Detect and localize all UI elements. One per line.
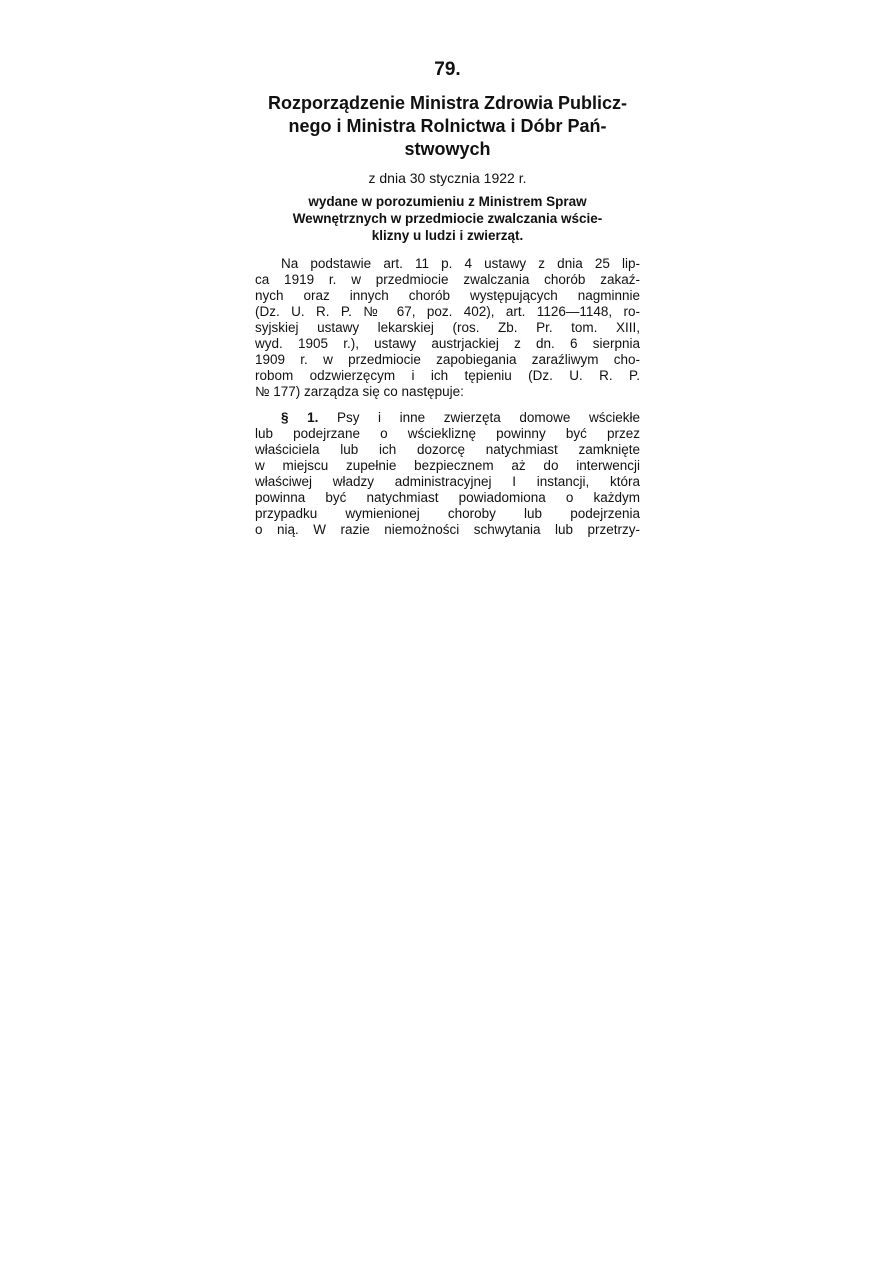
paragraph-line: właściwej władzy administracyjnej I instancji, która: [255, 474, 640, 489]
paragraph-line: powinna być natychmiast powiadomiona o każdym: [255, 490, 640, 505]
document-title: [255, 92, 640, 161]
document-subtitle: [255, 193, 640, 244]
paragraph-line: w miejscu zupełnie bezpiecznem aż do interwencji: [255, 458, 640, 473]
paragraph-line: [255, 410, 640, 426]
document-page: [255, 58, 640, 548]
document-number: 79.: [434, 59, 461, 80]
paragraph-line: lub podejrzane o wściekliznę powinny być przez: [255, 426, 640, 441]
paragraph-line: syjskiej ustawy lekarskiej (ros. Zb. Pr. tom. XIII,: [255, 320, 640, 335]
subtitle-line: wydane w porozumieniu z Ministrem Spraw: [308, 194, 587, 209]
paragraph-line: (Dz. U. R. P. № 67, poz. 402), art. 1126—1148, ro-: [255, 304, 640, 319]
paragraph-line: 1909 r. w przedmiocie zapobiegania zaraźliwym cho-: [255, 352, 640, 367]
document-date: z dnia 30 stycznia 1922 r.: [368, 170, 527, 186]
paragraph-line: ca 1919 r. w przedmiocie zwalczania chorób zakaź-: [255, 272, 640, 287]
paragraph-line: robom odzwierzęcym i ich tępieniu (Dz. U. R. P.: [255, 368, 640, 383]
paragraph-line: o nią. W razie niemożności schwytania lub przetrzy-: [255, 522, 640, 537]
subtitle-line: klizny u ludzi i zwierząt.: [371, 228, 524, 243]
paragraph-line: № 177) zarządza się co następuje:: [255, 384, 464, 399]
title-line: nego i Ministra Rolnictwa i Dóbr Pań-: [288, 116, 607, 136]
section-1-paragraph: [255, 410, 640, 538]
preamble-paragraph: [255, 256, 640, 400]
paragraph-line: właściciela lub ich dozorcę natychmiast zamknięte: [255, 442, 640, 457]
section-1-first-line-text: Psy i inne zwierzęta domowe wściekłe: [318, 410, 640, 425]
paragraph-line: przypadku wymienionej choroby lub podejrzenia: [255, 506, 640, 521]
subtitle-line: Wewnętrznych w przedmiocie zwalczania wście-: [292, 211, 603, 226]
title-line: Rozporządzenie Ministra Zdrowia Publicz-: [267, 93, 628, 113]
section-mark: § 1.: [281, 410, 319, 425]
paragraph-line: wyd. 1905 r.), ustawy austrjackiej z dn. 6 sierpnia: [255, 336, 640, 351]
title-line: stwowych: [404, 139, 491, 159]
paragraph-line: Na podstawie art. 11 p. 4 ustawy z dnia 25 lip-: [281, 256, 640, 271]
paragraph-line: nych oraz innych chorób występujących nagminnie: [255, 288, 640, 303]
